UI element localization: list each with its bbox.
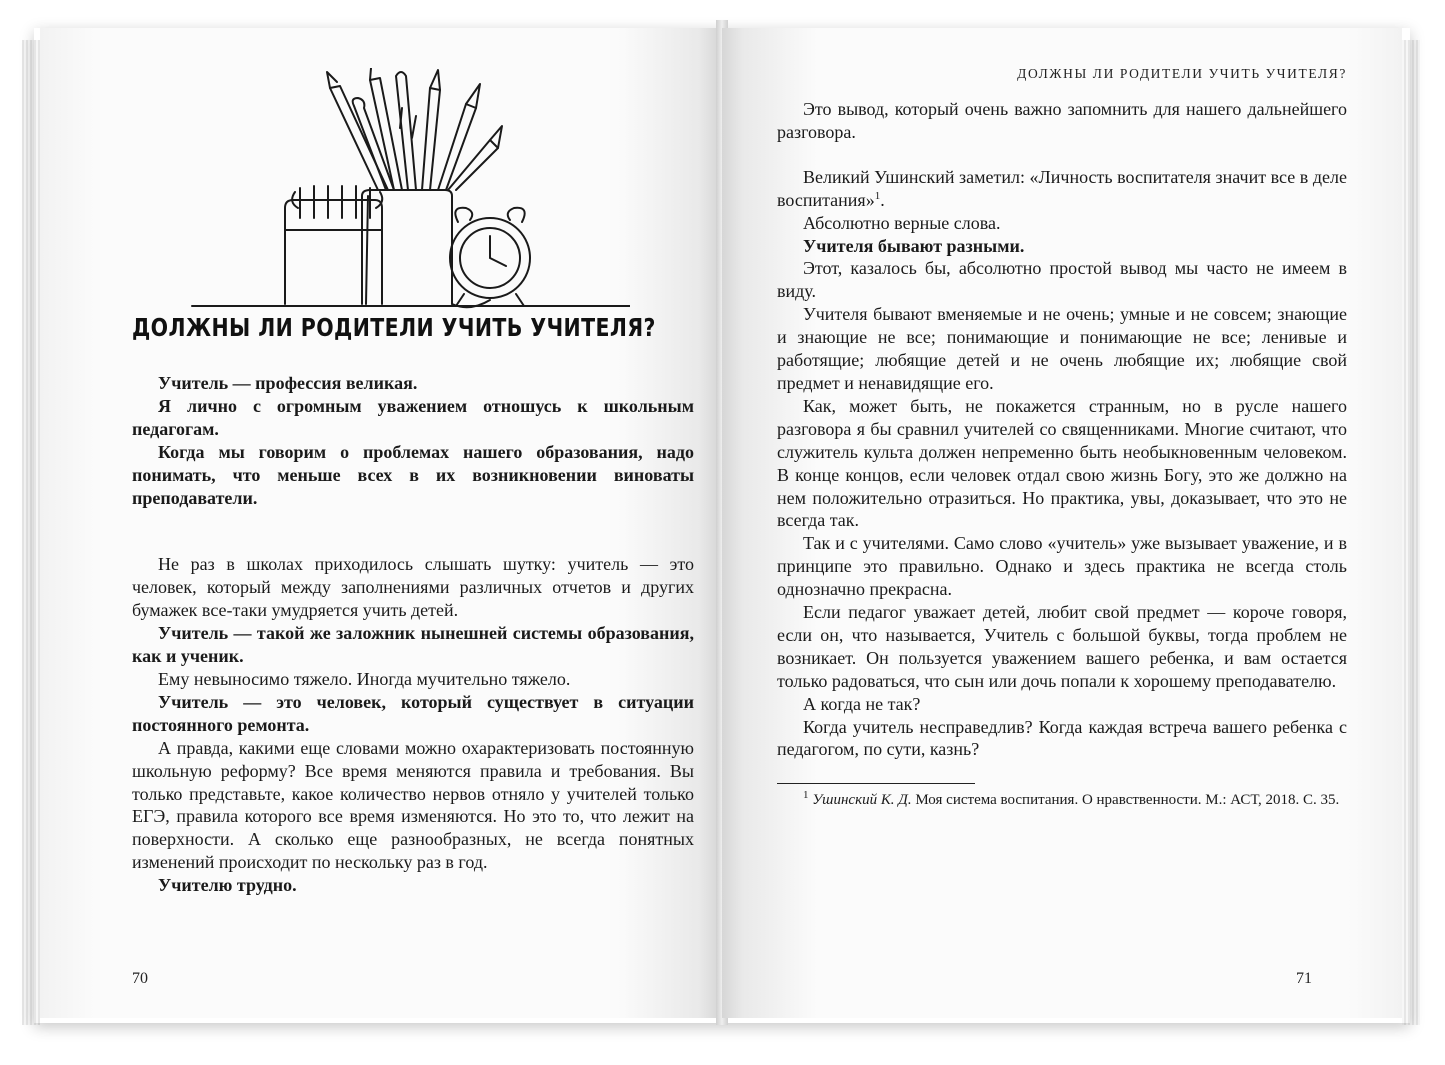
chapter-title: ДОЛЖНЫ ЛИ РОДИТЕЛИ УЧИТЬ УЧИТЕЛЯ? <box>132 313 656 342</box>
chapter-illustration <box>190 68 630 318</box>
running-head: ДОЛЖНЫ ЛИ РОДИТЕЛИ УЧИТЬ УЧИТЕЛЯ? <box>1017 66 1347 81</box>
body-paragraph: Абсолютно верные слова. <box>803 212 1001 233</box>
footnote-author: Ушинский К. Д. <box>812 792 912 809</box>
footnote-rule <box>777 783 975 784</box>
quote-end: . <box>880 189 885 210</box>
body-paragraph: А когда не так? <box>803 693 921 714</box>
body-paragraph: Не раз в школах приходилось слышать шутку: учитель — это человек, который между заполнениями различных отчетов и других бумажек все-таки умудряется учить детей. <box>132 554 694 621</box>
body-paragraph: Так и с учителями. Само слово «учитель» уже вызывает уважение, и в принципе это правильно. Однако и здесь практика не всегда столь однозначно прекрасна. <box>777 533 1347 600</box>
left-page <box>40 28 720 1018</box>
footnote <box>777 790 1347 810</box>
body-paragraph: Если педагог уважает детей, любит свой предмет — короче говоря, если он, что называется, Учитель с большой буквы, тогда проблем не возникает. Он пользуется уважением вашего ребенка, и вам остается только радоваться, что сын или дочь попали к хорошему преподавателю. <box>777 602 1347 691</box>
right-page-text <box>777 98 1347 810</box>
quote-text: Великий Ушинский заметил: «Личность воспитателя значит все в деле воспитания» <box>777 166 1347 210</box>
page-number-right: 71 <box>1296 970 1312 987</box>
body-paragraph: А правда, какими еще словами можно охарактеризовать постоянную школьную реформу? Все время меняются правила и требования. Вы только представьте, какое количество нервов отняло у учителей только ЕГЭ, правила которого все время изменяются. Но это то, что лежит на поверхности. А сколько еще разнообразных, не всегда понятных изменений происходит по нескольку раз в год. <box>132 737 694 873</box>
body-paragraph: Учитель — такой же заложник нынешней системы образования, как и ученик. <box>132 623 694 667</box>
footnote-text: Моя система воспитания. О нравственности. М.: АСТ, 2018. С. 35. <box>915 792 1340 809</box>
intro-paragraph: Я лично с огромным уважением отношусь к школьным педагогам. <box>132 395 694 439</box>
footnote-ref[interactable]: 1 <box>874 189 881 202</box>
page-number-left: 70 <box>132 970 148 987</box>
quote-paragraph <box>777 166 1347 212</box>
body-paragraph: Когда учитель несправедлив? Когда каждая встреча вашего ребенка с педагогом, по сути, казнь? <box>777 716 1347 760</box>
paragraph-gap <box>777 144 1347 166</box>
intro-paragraph: Когда мы говорим о проблемах нашего образования, надо понимать, что меньше всех в их возникновении виноваты преподаватели. <box>132 441 694 508</box>
left-page-text <box>132 372 694 897</box>
paragraph-gap <box>132 531 694 553</box>
desk-pencils-clock-illustration <box>190 68 630 318</box>
body-paragraph: Учитель — это человек, который существует в ситуации постоянного ремонта. <box>132 691 694 735</box>
body-paragraph: Как, может быть, не покажется странным, но в русле нашего разговора я бы сравнил учителей со священниками. Многие считают, что служитель культа должен непременно быть необыкновенным человеком. В конце концов, если человек отдал свою жизнь Богу, это же должно на нем положительно отразиться. Но практика, увы, доказывает, что это не всегда так. <box>777 395 1347 531</box>
right-page <box>722 28 1402 1018</box>
intro-paragraph: Учитель — профессия великая. <box>158 373 418 393</box>
body-paragraph: Ему невыносимо тяжело. Иногда мучительно тяжело. <box>158 668 571 689</box>
body-paragraph: Учителя бывают вменяемые и не очень; умные и не совсем; знающие и знающие не все; понимающие и понимающие не все; ленивые и работящие; любящие детей и не очень любящие их; любящие свой предмет и ненавидящие его. <box>777 304 1347 393</box>
body-paragraph: Учителя бывают разными. <box>803 235 1025 256</box>
footnote-number: 1 <box>803 789 809 802</box>
body-paragraph: Этот, казалось бы, абсолютно простой вывод мы часто не имеем в виду. <box>777 258 1347 302</box>
body-paragraph: Это вывод, который очень важно запомнить для нашего дальнейшего разговора. <box>777 99 1347 142</box>
body-paragraph: Учителю трудно. <box>158 875 297 896</box>
paragraph-gap <box>132 509 694 531</box>
